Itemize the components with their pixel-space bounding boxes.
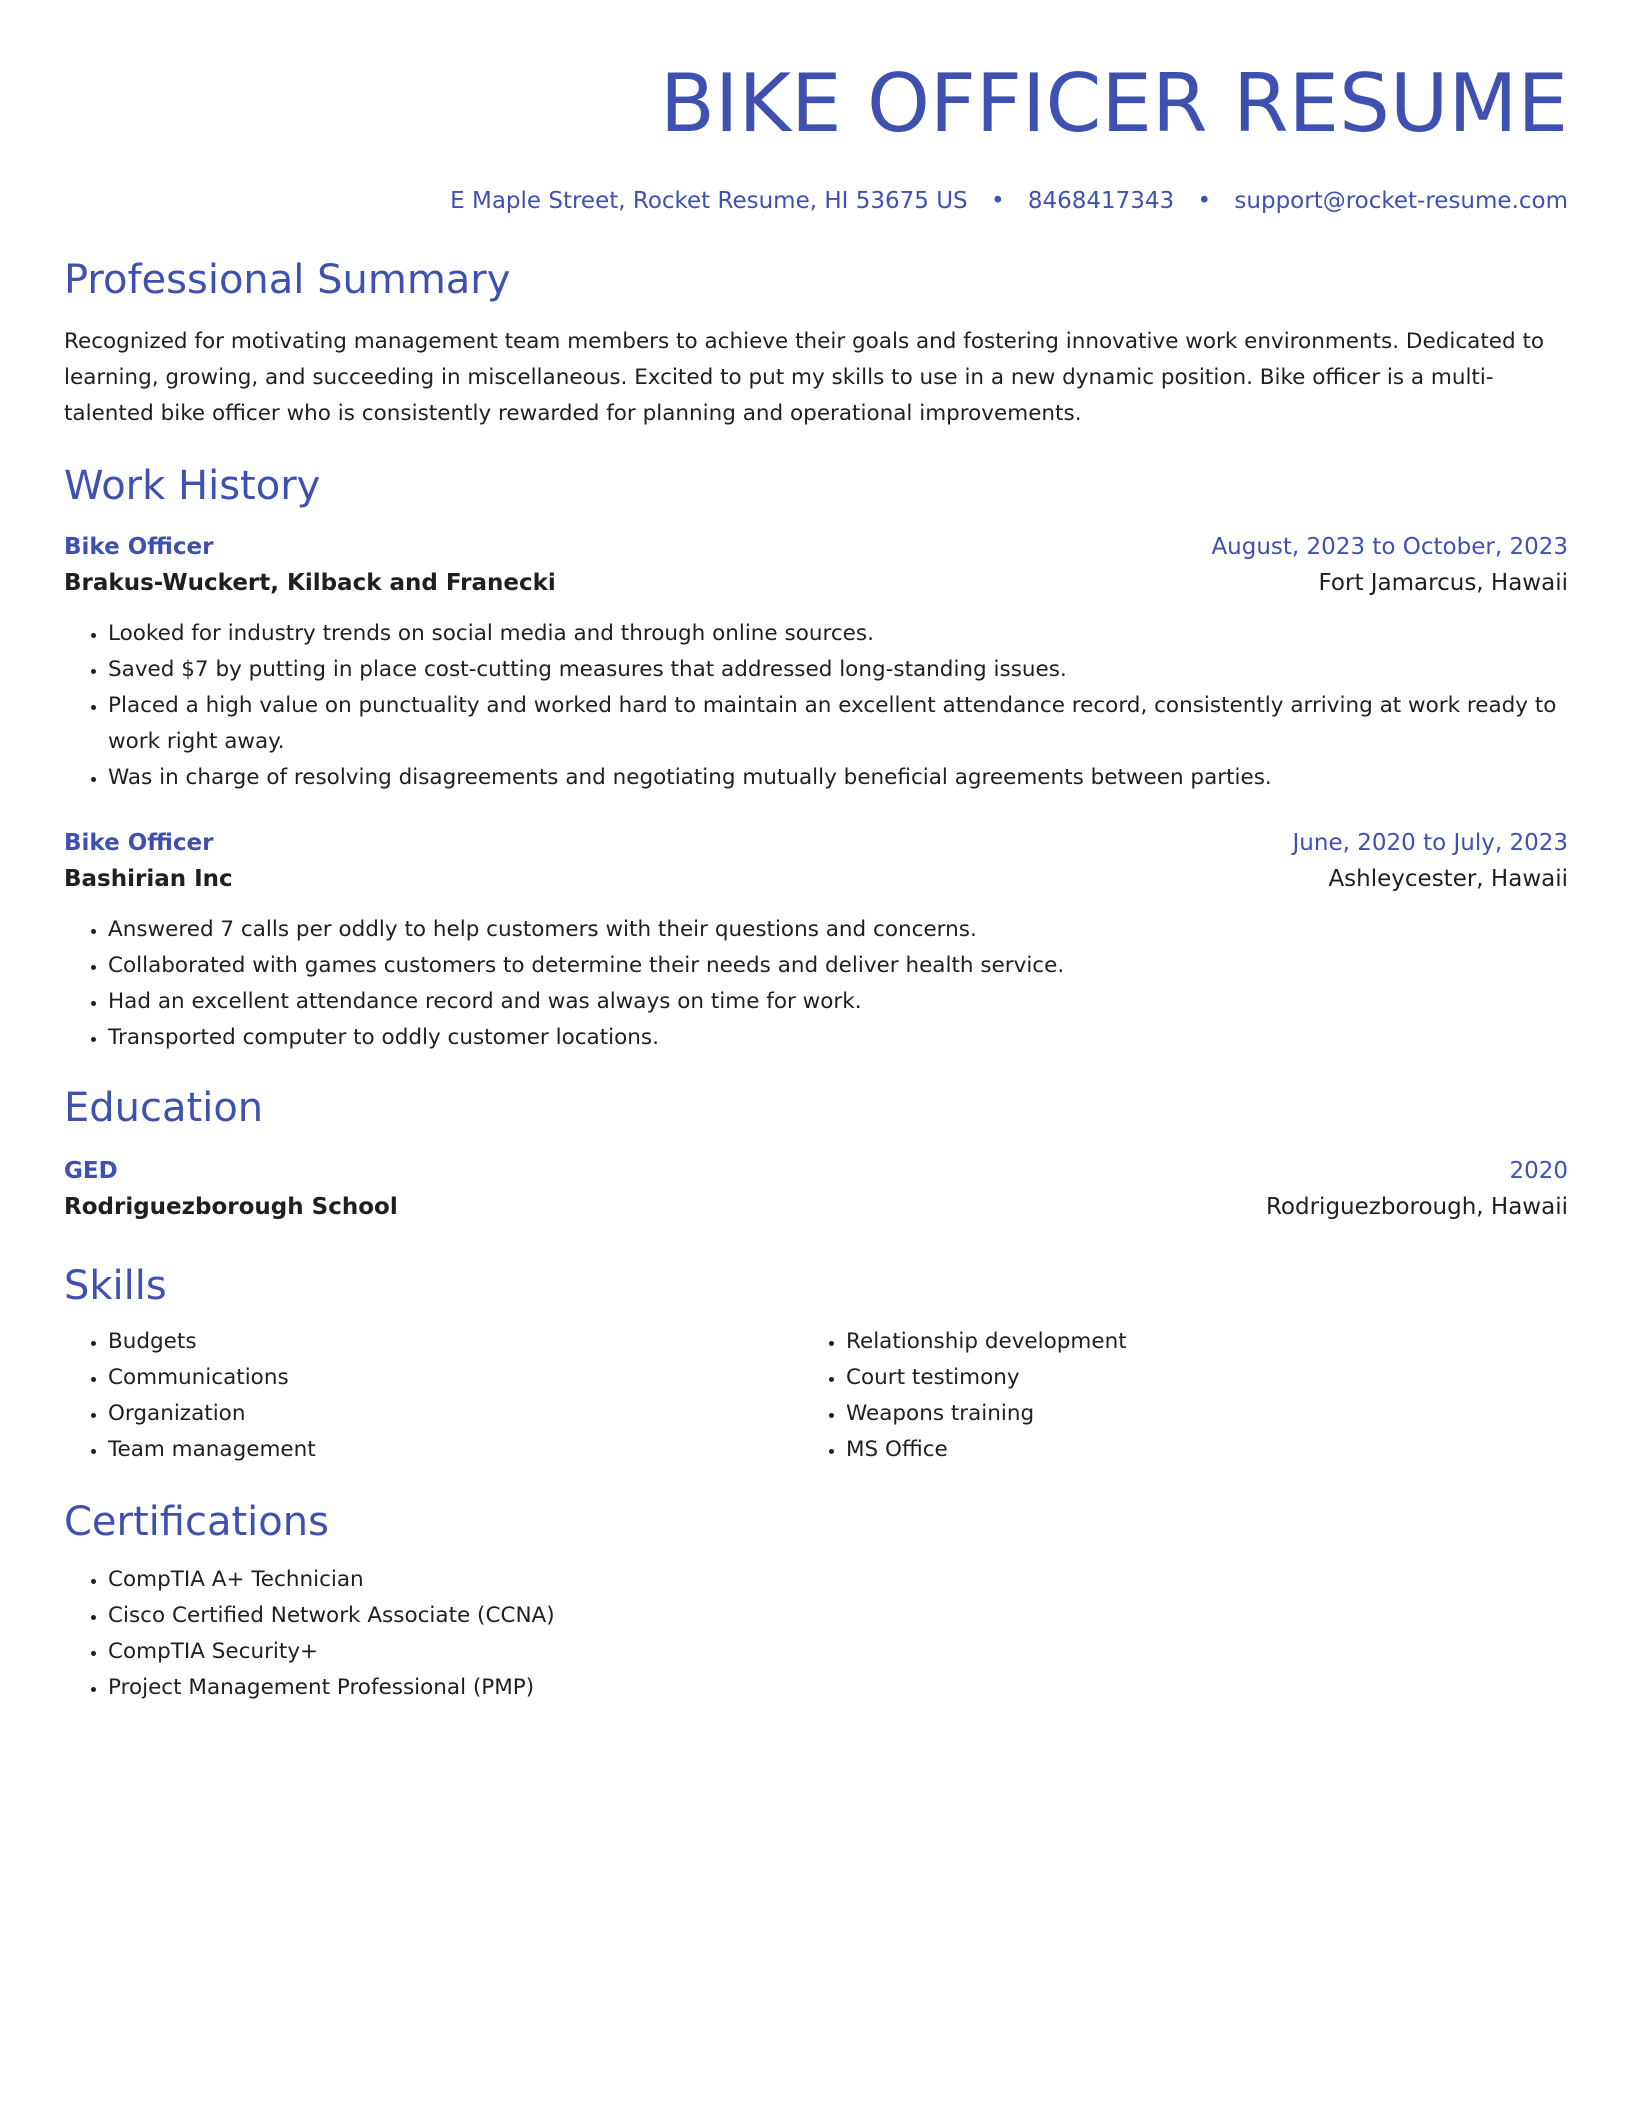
education-school-row — [64, 1188, 1568, 1226]
job-bullet: • Had an excellent attendance record and was always on time for work. — [108, 984, 1568, 1020]
education-header-row — [64, 1154, 1568, 1188]
skills-section — [64, 1260, 1568, 1468]
summary-heading: Professional Summary — [64, 257, 511, 303]
job-entry — [64, 826, 1568, 1056]
resume-name: BIKE OFFICER RESUME — [660, 57, 1568, 150]
job-company-row — [64, 860, 1568, 898]
skill-item: • Court testimony — [846, 1360, 1540, 1396]
contact-email[interactable]: support@rocket-resume.com — [1234, 188, 1568, 214]
summary-text: Recognized for motivating management team members to achieve their goals and fostering innovative work environments. Dedicated to learning, growing, and succeeding in miscellaneous. Excited to put my skills to use in a new dynamic position. Bike officer is a multi-talented bike officer who is consistently rewarded for planning and operational improvements. — [64, 329, 1545, 426]
skill-item: • Communications — [108, 1360, 802, 1396]
contact-phone: 8468417343 — [1027, 188, 1175, 214]
skill-item: • Weapons training — [846, 1396, 1540, 1432]
contact-line — [64, 186, 1568, 216]
job-bullet: • Answered 7 calls per oddly to help customers with their questions and concerns. — [108, 912, 1568, 948]
education-school: Rodriguezborough School — [64, 1194, 398, 1220]
skill-item: • MS Office — [846, 1432, 1540, 1468]
contact-separator: • — [990, 188, 1005, 214]
certification-item: • CompTIA A+ Technician — [108, 1562, 1568, 1598]
skills-column-left — [64, 1324, 802, 1468]
contact-separator: • — [1197, 188, 1212, 214]
job-dates: August, 2023 to October, 2023 — [1211, 534, 1568, 560]
job-location: Ashleycester, Hawaii — [1328, 866, 1568, 892]
certifications-list — [64, 1562, 1568, 1706]
skills-grid — [64, 1324, 1568, 1468]
education-entry — [64, 1154, 1568, 1226]
certification-item: • CompTIA Security+ — [108, 1634, 1568, 1670]
skill-item: • Budgets — [108, 1324, 802, 1360]
summary-section — [64, 254, 1568, 432]
resume-header — [64, 58, 1568, 216]
work-history-section — [64, 460, 1568, 1056]
job-bullet: • Looked for industry trends on social media and through online sources. — [108, 616, 1568, 652]
job-location: Fort Jamarcus, Hawaii — [1318, 570, 1568, 596]
contact-address: E Maple Street, Rocket Resume, HI 53675 US — [450, 188, 968, 214]
skill-item: • Organization — [108, 1396, 802, 1432]
job-bullet: • Transported computer to oddly customer locations. — [108, 1020, 1568, 1056]
education-year: 2020 — [1509, 1158, 1568, 1184]
job-dates: June, 2020 to July, 2023 — [1292, 830, 1568, 856]
work-history-heading: Work History — [64, 463, 321, 509]
education-heading: Education — [64, 1085, 264, 1131]
certification-item: • Cisco Certified Network Associate (CCNA) — [108, 1598, 1568, 1634]
education-location: Rodriguezborough, Hawaii — [1265, 1194, 1568, 1220]
skills-column-right — [802, 1324, 1540, 1468]
skills-heading: Skills — [64, 1263, 167, 1309]
certification-item: • Project Management Professional (PMP) — [108, 1670, 1568, 1706]
job-company: Brakus-Wuckert, Kilback and Franecki — [64, 570, 556, 596]
job-entry — [64, 530, 1568, 796]
job-header-row — [64, 530, 1568, 564]
job-header-row — [64, 826, 1568, 860]
job-bullet: • Saved $7 by putting in place cost-cutting measures that addressed long-standing issues. — [108, 652, 1568, 688]
job-bullets — [64, 912, 1568, 1056]
skill-item: • Relationship development — [846, 1324, 1540, 1360]
education-degree: GED — [64, 1158, 118, 1184]
job-company: Bashirian Inc — [64, 866, 233, 892]
job-title: Bike Officer — [64, 830, 214, 856]
skill-item: • Team management — [108, 1432, 802, 1468]
certifications-heading: Certifications — [64, 1499, 329, 1545]
job-title: Bike Officer — [64, 534, 214, 560]
education-section — [64, 1082, 1568, 1226]
job-bullet: • Was in charge of resolving disagreements and negotiating mutually beneficial agreements between parties. — [108, 760, 1568, 796]
job-bullet: • Collaborated with games customers to determine their needs and deliver health service. — [108, 948, 1568, 984]
job-bullets — [64, 616, 1568, 796]
job-company-row — [64, 564, 1568, 602]
job-bullet: • Placed a high value on punctuality and worked hard to maintain an excellent attendance record, consistently arriving at work ready to work right away. — [108, 688, 1568, 760]
certifications-section — [64, 1496, 1568, 1706]
